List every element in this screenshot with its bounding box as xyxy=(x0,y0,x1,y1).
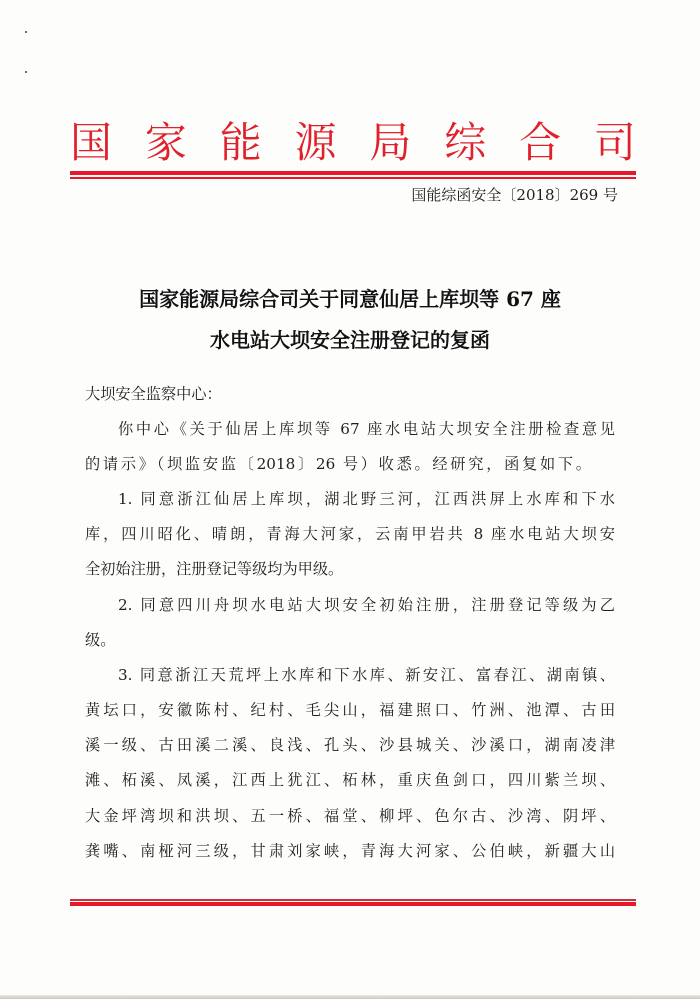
letterhead-char: 合 xyxy=(519,118,562,167)
letterhead-char: 局 xyxy=(369,118,412,167)
body-line: 级。 xyxy=(85,631,116,649)
body-line: 2. 同意四川舟坝水电站大坝安全初始注册，注册登记等级为乙 xyxy=(118,596,615,614)
body-line: 龚嘴、南桠河三级，甘肃刘家峡，青海大河家、公伯峡，新疆大山 xyxy=(85,842,615,860)
document-title-line-2: 水电站大坝安全注册登记的复函 xyxy=(210,328,490,352)
header-thin-rule xyxy=(70,177,636,179)
scan-edge xyxy=(0,995,700,999)
letterhead-char: 司 xyxy=(593,118,636,167)
letterhead-char: 源 xyxy=(294,118,337,167)
body-line: 的请示》（坝监安监〔2018〕26 号）收悉。经研究，函复如下。 xyxy=(85,455,591,473)
body-line: 大金坪湾坝和洪坝、五一桥、福堂、柳坪、色尔古、沙湾、阴坪、 xyxy=(85,807,615,825)
footer-thick-rule xyxy=(70,902,636,906)
letterhead-char: 国 xyxy=(70,118,113,167)
scan-speck xyxy=(25,31,27,33)
body-line: 你中心《关于仙居上库坝等 67 座水电站大坝安全注册检查意见 xyxy=(118,420,615,438)
body-line: 库，四川昭化、晴朗，青海大河家，云南甲岩共 8 座水电站大坝安 xyxy=(85,525,615,543)
letterhead-char: 综 xyxy=(444,118,487,167)
addressee: 大坝安全监察中心： xyxy=(85,385,222,403)
footer-thin-rule xyxy=(70,899,636,901)
body-line: 滩、柘溪、凤溪，江西上犹江、柘林，重庆鱼剑口，四川紫兰坝、 xyxy=(85,771,615,789)
letterhead-title xyxy=(70,118,636,168)
letterhead-char: 能 xyxy=(219,118,262,167)
header-thick-rule xyxy=(70,171,636,175)
body-line: 溪一级、古田溪二溪、良浅、孔头、沙县城关、沙溪口，湖南凌津 xyxy=(85,736,615,754)
letterhead-char: 家 xyxy=(144,118,187,167)
document-number: 国能综函安全〔2018〕269 号 xyxy=(411,186,618,204)
body-line: 3. 同意浙江天荒坪上水库和下水库、新安江、富春江、湖南镇、 xyxy=(118,666,615,684)
body-line: 全初始注册，注册登记等级均为甲级。 xyxy=(85,560,344,578)
body-line: 黄坛口，安徽陈村、纪村、毛尖山，福建照口、竹洲、池潭、古田 xyxy=(85,701,615,719)
scan-speck xyxy=(25,71,27,73)
document-title-line-1: 国家能源局综合司关于同意仙居上库坝等 67 座 xyxy=(139,287,561,311)
body-line: 1. 同意浙江仙居上库坝，湖北野三河，江西洪屏上水库和下水 xyxy=(118,490,615,508)
